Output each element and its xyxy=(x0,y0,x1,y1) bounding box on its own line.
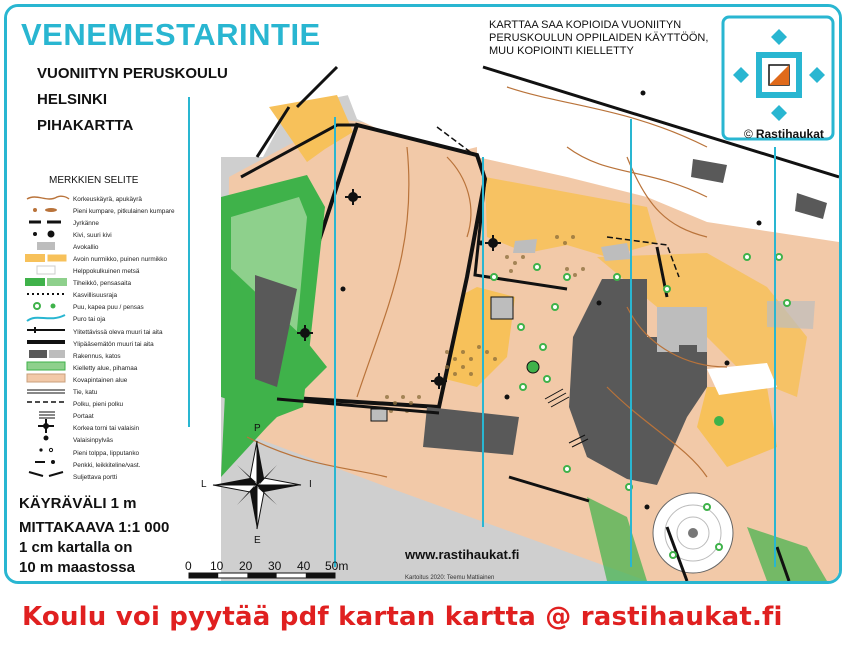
scale-explanation-1: 1 cm kartalla on xyxy=(19,539,133,556)
legend-item: Tiheikkö, pensasaita xyxy=(73,280,132,288)
legend-item: Korkea torni tai valaisin xyxy=(73,425,140,433)
legend-item: Puro tai oja xyxy=(73,316,106,324)
compass-east-label: I xyxy=(309,479,312,490)
compass-west-label: L xyxy=(201,479,207,490)
compass-north-label: P xyxy=(254,423,261,434)
scale-tick-label: 30 xyxy=(268,559,282,573)
legend-item: Kovapintainen alue xyxy=(73,376,128,384)
scale-tick-label: 0 xyxy=(185,559,192,573)
scale-tick-label: 10 xyxy=(210,559,224,573)
legend-item: Portaat xyxy=(73,413,94,421)
legend-item: Helppokulkuinen metsä xyxy=(73,268,140,276)
scale-explanation-2: 10 m maastossa xyxy=(19,559,135,576)
legend-item: Penkki, leikkiteline/vast. xyxy=(73,461,141,469)
legend xyxy=(21,193,201,483)
map-scale: MITTAKAAVA 1:1 000 xyxy=(19,519,170,536)
pdf-request-note: Koulu voi pyytää pdf kartan kartta @ rastihaukat.fi xyxy=(22,602,783,632)
map-title: VENEMESTARINTIE xyxy=(21,17,321,52)
legend-item: Valaisinpylväs xyxy=(73,437,114,445)
map-type: PIHAKARTTA xyxy=(37,117,134,134)
legend-item: Korkeuskäyrä, apukäyrä xyxy=(73,195,142,203)
scale-tick-label: 40 xyxy=(297,559,311,573)
city-name: HELSINKI xyxy=(37,91,108,108)
legend-item: Puu, kapea puu / pensas xyxy=(73,304,144,312)
scale-bar xyxy=(189,573,335,578)
legend-item: Kivi, suuri kivi xyxy=(73,231,112,239)
legend-item: Suljettava portti xyxy=(73,473,118,481)
legend-item: Ylipääsemätön muuri tai aita xyxy=(73,340,154,348)
legend-item: Avokallio xyxy=(73,243,99,251)
copy-permission-note: KARTTAA SAA KOPIOIDA VUONIITYN PERUSKOULUN OPPILAIDEN KÄYTTÖÖN, MUU KOPIOINTI KIELLETTY xyxy=(489,19,709,57)
orienteering-map xyxy=(4,4,842,584)
legend-item: Kielletty alue, pihamaa xyxy=(73,364,138,372)
brand-name: © Rastihaukat xyxy=(744,127,824,141)
legend-item: Pieni kumpare, pitkulainen kumpare xyxy=(73,207,175,215)
website-url: www.rastihaukat.fi xyxy=(405,547,520,562)
legend-item: Avoin nurmikko, puinen nurmikko xyxy=(73,256,168,264)
legend-item: Jyrkänne xyxy=(73,219,99,227)
legend-item: Pieni tolppa, lipputanko xyxy=(73,449,140,457)
roundabout xyxy=(653,493,733,573)
legend-item: Rakennus, katos xyxy=(73,352,121,360)
contour-interval: KÄYRÄVÄLI 1 m xyxy=(19,495,137,512)
compass-south-label: E xyxy=(254,535,261,546)
scale-tick-label: 20 xyxy=(239,559,253,573)
rastihaukat-logo xyxy=(723,17,833,139)
legend-title: MERKKIEN SELITE xyxy=(49,175,139,186)
copyright-symbol: © xyxy=(744,127,753,141)
legend-item: Tie, katu xyxy=(73,389,98,397)
legend-item: Kasvillisuusraja xyxy=(73,292,118,300)
school-name: VUONIITYN PERUSKOULU xyxy=(37,65,228,82)
scale-tick-label: 50m xyxy=(325,559,349,573)
legend-item: Ylitettävissä oleva muuri tai aita xyxy=(73,328,163,336)
mapping-credit: Kartoitus 2020: Teemu Mattiainen xyxy=(405,575,495,581)
legend-item: Polku, pieni polku xyxy=(73,401,124,409)
